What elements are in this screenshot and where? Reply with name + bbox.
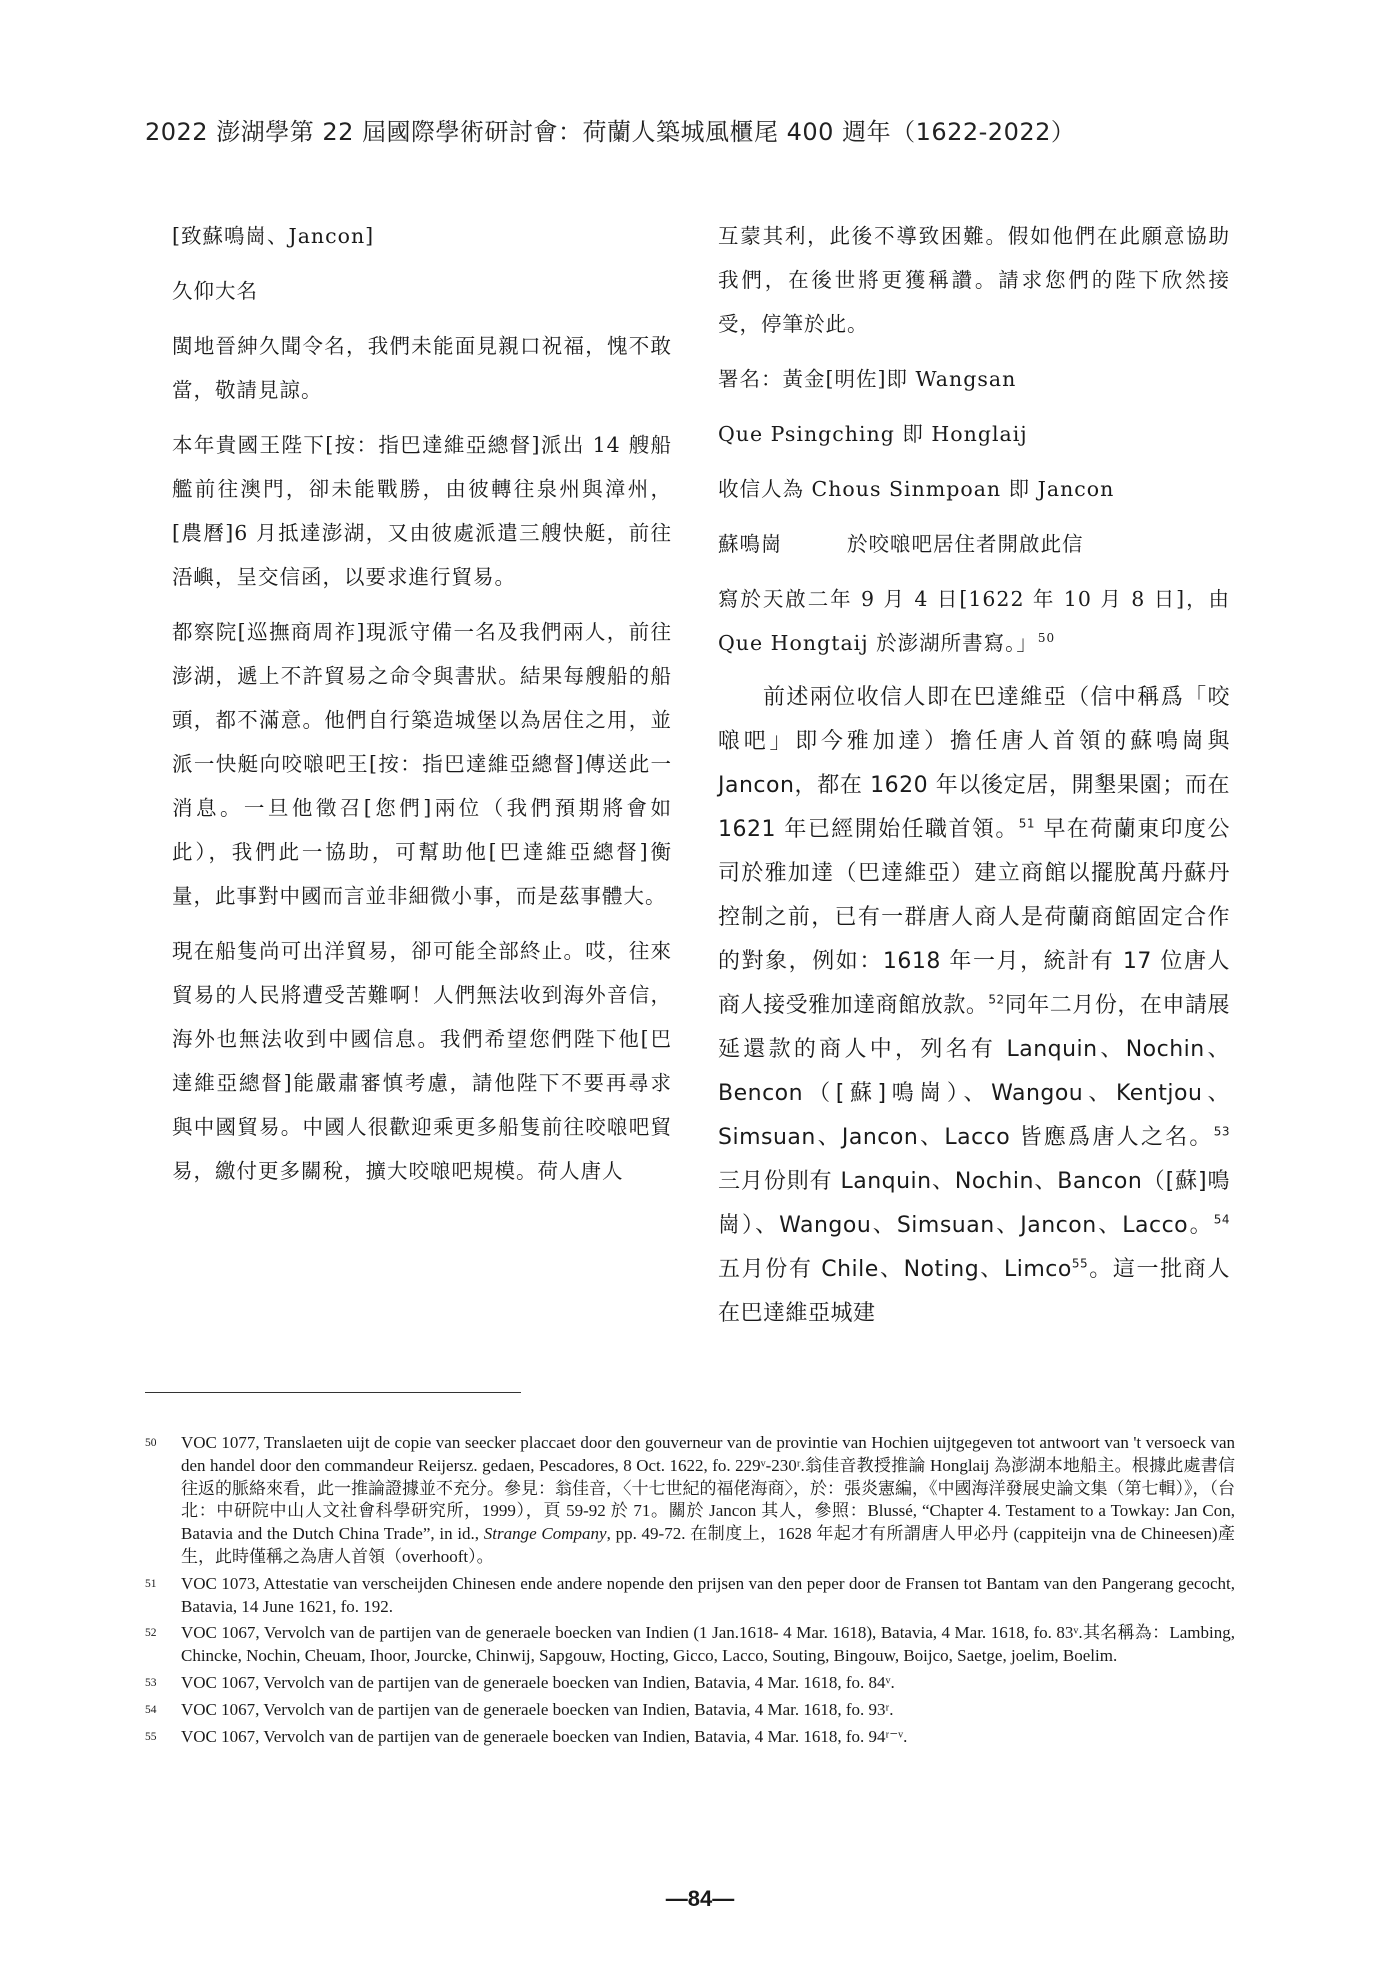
footnote-italic-title: Strange Company — [483, 1524, 607, 1544]
date-text: 寫於天啟二年 9 月 4 日[1622 年 10 月 8 日]，由 Que Hongtaij 於澎湖所書寫。」 — [718, 587, 1230, 655]
letter-greeting: 久仰大名 — [172, 279, 258, 303]
body-text-a: 前述兩位收信人即在巴達維亞（信中稱爲「咬𠺘吧」即今雅加達）擔任唐人首領的蘇鳴崗與 Jancon，都在 1620 年以後定居，開墾果園；而在 1621 年已經開始任職首領。 — [718, 685, 1230, 842]
footnote-number: 53 — [145, 1676, 157, 1689]
body-text-f: 。這一批商人在巴達維亞城建 — [718, 1257, 1230, 1326]
footnotes — [145, 1432, 1235, 1752]
signature-line-1: 署名：黃金[明佐]即 Wangsan — [718, 367, 1017, 391]
body-text-b: 早在荷蘭東印度公司於雅加達（巴達維亞）建立商館以擺脫萬丹蘇丹控制之前，已有一群唐人商人是荷蘭商館固定合作的對象，例如：1618 年一月，統計有 17 位唐人商人接受雅加達商館放款。 — [718, 817, 1230, 1018]
body-text-e: 五月份有 Chile、Noting、Limco — [718, 1257, 1072, 1282]
footnote-number: 54 — [145, 1703, 157, 1716]
footnote-text-cont: , pp. 49-72. 在制度上，1628 年起才有所謂唐人甲必丹 (cappiteijn vna de Chineesen)產生，此時僅稱之為唐人首領（overhooft）。 — [181, 1524, 1235, 1566]
footnote — [145, 1573, 1235, 1619]
page-number: —84— — [665, 1886, 735, 1911]
footnote-divider — [145, 1392, 521, 1393]
footnote-text: VOC 1073, Attestatie van verscheijden Chinesen ende andere nopende den prijsen van den peper door de Fransen tot Bantam van den Pangerang gecocht, Batavia, 14 June 1621, fo. 192. — [181, 1573, 1235, 1616]
footnote — [145, 1432, 1235, 1569]
letter-paragraph-3: 都察院[巡撫商周祚]現派守備一名及我們兩人，前往澎湖，遞上不許貿易之命令與書狀。結果每艘船的船頭，都不滿意。他們自行築造城堡以為居住之用，並派一快艇向咬𠺘吧王[按：指巴達維亞總督]傳送此一消息。一旦他徵召[您們]兩位（我們預期將會如此），我們此一協助，可幫助他[巴達維亞總督]衡量，此事對中國而言並非細微小事，而是茲事體大。 — [172, 620, 672, 908]
date-line — [718, 577, 1230, 665]
right-column — [718, 214, 1230, 1336]
recipient-line: 收信人為 Chous Sinmpoan 即 Jancon — [718, 477, 1115, 501]
footnote-ref-50[interactable]: 50 — [1037, 631, 1056, 646]
footnote-text: VOC 1067, Vervolch van de partijen van de generaele boecken van Indien, Batavia, 4 Mar. 1618, fo. 94ʳ⁻ᵛ. — [181, 1726, 908, 1746]
footnote-text: VOC 1067, Vervolch van de partijen van de generaele boecken van Indien (1 Jan.1618- 4 Mar. 1618), Batavia, 4 Mar. 1618, fo. 83ᵛ.其名稱為：Lambing, Chincke, Nochin, Cheuam, Ihoor, Jourcke, Chinwij, Sapgouw, Hocting, Gicco, Lacco, Souting, Bingouw, Boijco, Saetge, joelim, Boelim. — [181, 1623, 1235, 1666]
footnote-number: 55 — [145, 1730, 157, 1743]
footnote-text: VOC 1067, Vervolch van de partijen van de generaele boecken van Indien, Batavia, 4 Mar. 1618, fo. 84ᵛ. — [181, 1672, 895, 1692]
footnote — [145, 1726, 1235, 1749]
footnote-number: 51 — [145, 1577, 157, 1590]
letter-paragraph-1: 閩地晉紳久聞令名，我們未能面見親口祝福，愧不敢當，敬請見諒。 — [172, 334, 672, 402]
signature-line-2: Que Psingching 即 Honglaij — [718, 422, 1028, 446]
footnote-number: 52 — [145, 1627, 157, 1640]
footnote — [145, 1622, 1235, 1668]
letter-paragraph-2: 本年貴國王陛下[按：指巴達維亞總督]派出 14 艘船艦前往澳門，卻未能戰勝，由彼轉往泉州與漳州，[農曆]6 月抵達澎湖，又由彼處派遣三艘快艇，前往浯嶼，呈交信函，以要求進行貿易。 — [172, 433, 672, 589]
letter-closing: 互蒙其利，此後不導致困難。假如他們在此願意協助我們，在後世將更獲稱讚。請求您們的陛下欣然接受，停筆於此。 — [718, 224, 1230, 336]
footnote-ref-54[interactable]: 54 — [1213, 1212, 1230, 1227]
letter-paragraph-4: 現在船隻尚可出洋貿易，卻可能全部終止。哎，往來貿易的人民將遭受苦難啊！人們無法收到海外音信，海外也無法收到中國信息。我們希望您們陛下他[巴達維亞總督]能嚴肅審慎考慮，請他陛下不要再尋求與中國貿易。中國人很歡迎乘更多船隻前往咬𠺘吧貿易，繳付更多關稅，擴大咬𠺘吧規模。荷人唐人 — [172, 939, 672, 1183]
letter-left-column — [172, 214, 672, 1204]
opener-line: 蘇鳴崗 於咬𠺘吧居住者開啟此信 — [718, 532, 1084, 556]
body-text-c: 同年二月份，在申請展延還款的商人中，列名有 Lanquin、Nochin、Bencon（[蘇]鳴崗）、Wangou、Kentjou、Simsuan、Jancon、Lacco 皆應爲唐人之名。 — [718, 993, 1230, 1150]
letter-salutation: [致蘇鳴崗、Jancon] — [172, 224, 375, 248]
footnote-ref-52[interactable]: 52 — [988, 992, 1005, 1007]
footnote-text: VOC 1077, Translaeten uijt de copie van seecker placcaet door den gouverneur van de provintie van Hochien uijtgegeven tot antwoort van 't versoeck van den handel door den commandeur Reijersz. gedaen, Pescadores, 8 Oct. 1622, fo. 229ᵛ-230ʳ.翁佳音教授推論 Honglaij 為澎湖本地船主。根據此處書信往返的脈絡來看，此一推論證據並不充分。參見：翁佳音，〈十七世紀的福佬海商〉，於：張炎憲編，《中國海洋發展史論文集（第七輯）》，（台北：中研院中山人文社會科學研究所，1999），頁 59-92 於 71。關於 Jancon 其人，參照：Blussé, “Chapter 4. Testament to a Towkay: Jan Con, Batavia and the Dutch China Trade”, in id., — [181, 1433, 1235, 1544]
footnote-ref-55[interactable]: 55 — [1071, 1256, 1089, 1271]
footnote — [145, 1699, 1235, 1722]
body-paragraph — [718, 676, 1230, 1336]
footnote-number: 50 — [145, 1437, 157, 1449]
footnote-ref-51[interactable]: 51 — [1018, 816, 1036, 831]
body-text-d: 三月份則有 Lanquin、Nochin、Bancon（[蘇]鳴崗）、Wangou、Simsuan、Jancon、Lacco。 — [718, 1169, 1230, 1238]
footnote-ref-53[interactable]: 53 — [1213, 1124, 1230, 1139]
footnote-text: VOC 1067, Vervolch van de partijen van de generaele boecken van Indien, Batavia, 4 Mar. 1618, fo. 93ʳ. — [181, 1699, 894, 1719]
footnote — [145, 1672, 1235, 1695]
running-header: 2022 澎湖學第 22 屆國際學術研討會：荷蘭人築城風櫃尾 400 週年（1622-2022） — [145, 118, 1076, 146]
